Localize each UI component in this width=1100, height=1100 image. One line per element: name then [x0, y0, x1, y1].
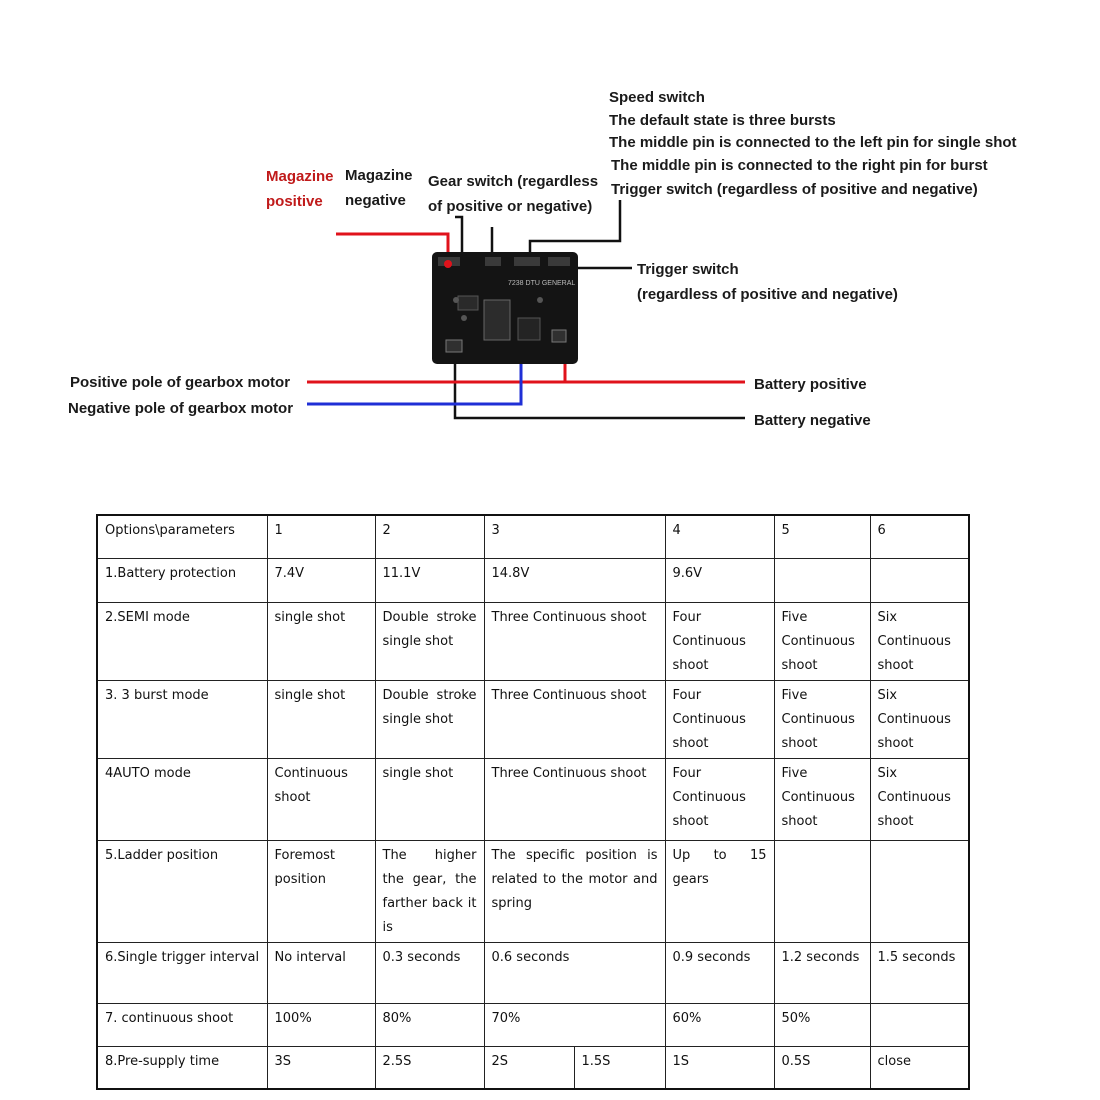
speed-switch-line-2: The default state is three bursts: [609, 111, 836, 129]
table-cell: 2S: [484, 1046, 574, 1089]
table-cell: single shot: [267, 602, 375, 680]
gearbox-negative-label: Negative pole of gearbox motor: [68, 400, 294, 417]
table-cell: 7.4V: [267, 558, 375, 602]
table-cell: Three Continuous shoot: [484, 602, 665, 680]
table-cell: The specific position is related to the motor and spring: [484, 840, 665, 942]
table-cell: 50%: [774, 1003, 870, 1046]
table-cell: The higher the gear, the farther back it is: [375, 840, 484, 942]
table-cell: Four Continuous shoot: [665, 680, 774, 758]
table-cell: 0.3 seconds: [375, 942, 484, 1003]
table-cell: Double stroke single shot: [375, 602, 484, 680]
table-cell: Six Continuous shoot: [870, 602, 969, 680]
table-cell: 0.6 seconds: [484, 942, 665, 1003]
table-cell: 0.5S: [774, 1046, 870, 1089]
table-cell: 80%: [375, 1003, 484, 1046]
table-cell: 1.2 seconds: [774, 942, 870, 1003]
trigger-switch-top-label: Trigger switch (regardless of positive and negative): [611, 181, 978, 198]
trigger-switch-right-label: [637, 257, 898, 307]
magazine-positive-label: [266, 164, 334, 214]
parameter-table: [96, 514, 970, 1090]
table-cell: 4: [665, 515, 774, 558]
table-cell: 0.9 seconds: [665, 942, 774, 1003]
table-cell: 11.1V: [375, 558, 484, 602]
table-cell: 60%: [665, 1003, 774, 1046]
table-cell: Six Continuous shoot: [870, 680, 969, 758]
table-cell: 70%: [484, 1003, 665, 1046]
table-cell: [774, 840, 870, 942]
table-cell: 100%: [267, 1003, 375, 1046]
table-cell: 1.5 seconds: [870, 942, 969, 1003]
table-cell: 4AUTO mode: [97, 758, 267, 840]
table-cell: 3. 3 burst mode: [97, 680, 267, 758]
table-cell: 3S: [267, 1046, 375, 1089]
circuit-board: [432, 252, 578, 364]
table-cell: 1.5S: [574, 1046, 665, 1089]
table-cell: [870, 1003, 969, 1046]
table-cell: 7. continuous shoot: [97, 1003, 267, 1046]
gearbox-positive-label: Positive pole of gearbox motor: [70, 374, 291, 391]
table-cell: Up to 15 gears: [665, 840, 774, 942]
table-row: [97, 558, 969, 602]
table-cell: 2.5S: [375, 1046, 484, 1089]
speed-switch-line-4: The middle pin is connected to the right pin for burst: [611, 156, 988, 174]
table-cell: 2.SEMI mode: [97, 602, 267, 680]
gear-switch-line-1: Gear switch (regardless: [428, 173, 599, 190]
gear-switch-line-2: of positive or negative): [428, 198, 593, 215]
table-cell: [774, 558, 870, 602]
table-cell: 9.6V: [665, 558, 774, 602]
table-cell: Three Continuous shoot: [484, 680, 665, 758]
table-cell: Continuous shoot: [267, 758, 375, 840]
trigger-switch-right-line-1: Trigger switch: [637, 261, 739, 278]
table-cell: 1S: [665, 1046, 774, 1089]
magazine-negative-line-2: negative: [345, 192, 406, 209]
table-cell: 5: [774, 515, 870, 558]
table-row: [97, 1046, 969, 1089]
table-cell: 2: [375, 515, 484, 558]
table-cell: 14.8V: [484, 558, 665, 602]
table-cell: 6: [870, 515, 969, 558]
speed-switch-line-3: The middle pin is connected to the left pin for single shot: [609, 134, 1017, 151]
table-cell: 8.Pre-supply time: [97, 1046, 267, 1089]
magazine-positive-line-2: positive: [266, 193, 323, 210]
table-cell: Double stroke single shot: [375, 680, 484, 758]
table-row: [97, 1003, 969, 1046]
magazine-negative-wire: [455, 217, 462, 258]
board-caption: 7238 DTU GENERAL: [508, 280, 576, 287]
wiring-diagram: [0, 0, 1100, 470]
battery-positive-label: Battery positive: [754, 376, 867, 393]
table-cell: 1.Battery protection: [97, 558, 267, 602]
table-cell: Three Continuous shoot: [484, 758, 665, 840]
table-cell: 6.Single trigger interval: [97, 942, 267, 1003]
speed-switch-line-1: Speed switch: [609, 89, 705, 106]
gear-switch-label: [428, 169, 598, 219]
table-cell: [870, 840, 969, 942]
table-row: [97, 840, 969, 942]
table-row: [97, 602, 969, 680]
table-cell: single shot: [267, 680, 375, 758]
table-row: [97, 680, 969, 758]
table-cell: close: [870, 1046, 969, 1089]
table-cell: 1: [267, 515, 375, 558]
trigger-switch-right-line-2: (regardless of positive and negative): [637, 286, 898, 303]
magazine-positive-wire: [336, 234, 448, 265]
table-cell: Five Continuous shoot: [774, 602, 870, 680]
table-row: [97, 942, 969, 1003]
table-cell: single shot: [375, 758, 484, 840]
table-cell: No interval: [267, 942, 375, 1003]
table-cell: Four Continuous shoot: [665, 602, 774, 680]
table-cell: Four Continuous shoot: [665, 758, 774, 840]
table-cell: Foremost position: [267, 840, 375, 942]
table-cell: Five Continuous shoot: [774, 758, 870, 840]
table-cell: Options\parameters: [97, 515, 267, 558]
speed-switch-label: [609, 87, 1017, 177]
table-cell: 3: [484, 515, 665, 558]
table-cell: Six Continuous shoot: [870, 758, 969, 840]
magazine-positive-line-1: Magazine: [266, 168, 334, 185]
table-row: [97, 758, 969, 840]
table-header-row: [97, 515, 969, 558]
table-cell: Five Continuous shoot: [774, 680, 870, 758]
magazine-negative-line-1: Magazine: [345, 167, 413, 184]
magazine-negative-label: [345, 163, 413, 213]
battery-negative-label: Battery negative: [754, 412, 871, 429]
table-cell: [870, 558, 969, 602]
table-cell: 5.Ladder position: [97, 840, 267, 942]
